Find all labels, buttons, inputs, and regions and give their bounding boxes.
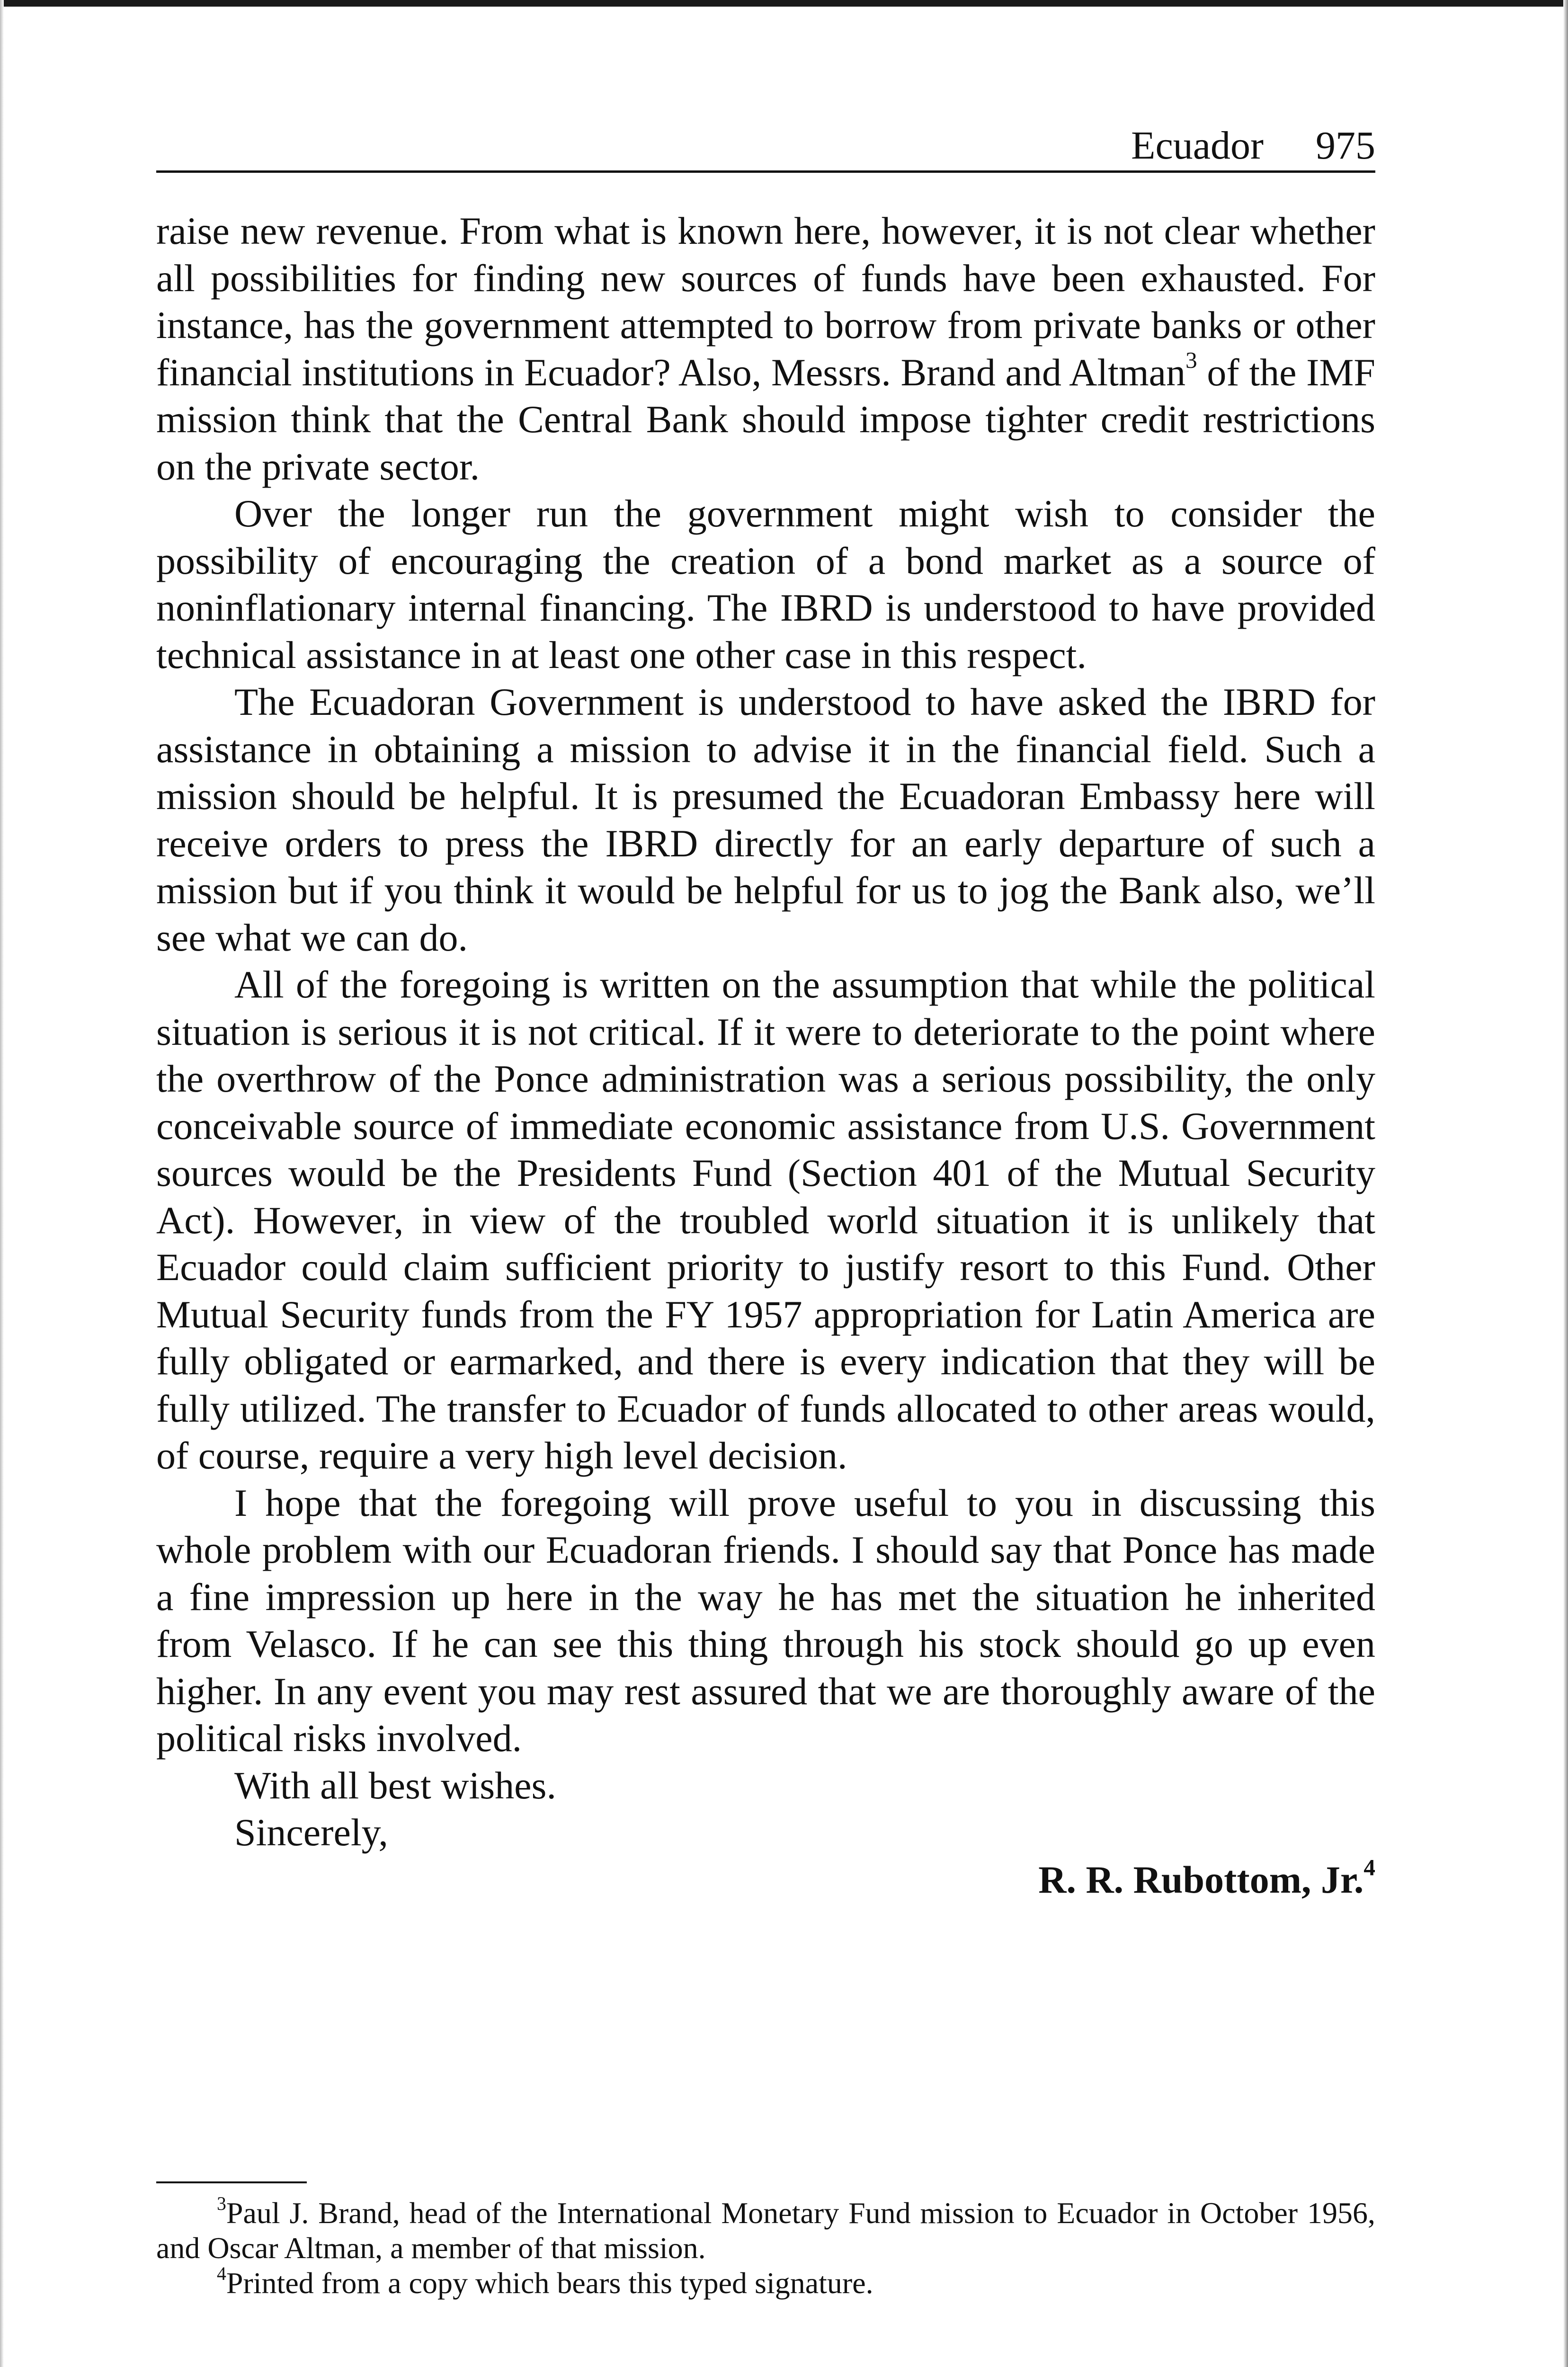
scan-top-edge (0, 0, 1568, 7)
letter-body (156, 207, 1375, 1903)
header-rule (156, 170, 1375, 173)
footnote-4-marker: 4 (217, 2263, 226, 2285)
footnote-ref-4: 4 (1363, 1854, 1375, 1880)
signature: R. R. Rubottom, Jr. (1038, 1858, 1364, 1901)
footnote-3-text: Paul J. Brand, head of the International Monetary Fund mission to Ecuador in October 1956, and Oscar Altman, a member of that mission. (156, 2196, 1375, 2265)
page-number: 975 (1316, 124, 1375, 168)
paragraph-political-situation: All of the foregoing is written on the assumption that while the political situation is serious it is not critical. If it were to deteriorate to the point where the overthrow of the Ponce administration was a serious possibility, the only conceivable source of immediate economic assistance from U.S. Government sources would be the Presidents Fund (Section 401 of the Mutual Security Act). However, in view of the troubled world situation it is unlikely that Ecuador could claim sufficient priority to justify resort to this Fund. Other Mutual Security funds from the FY 1957 appropriation for Latin America are fully obligated or earmarked, and there is every indication that they will be fully utilized. The transfer to Ecuador of funds allocated to other areas would, of course, require a very high level decision. (156, 963, 1375, 1477)
scan-left-edge (0, 0, 4, 2367)
footnote-rule (156, 2181, 307, 2183)
footnote-4-text: Printed from a copy which bears this typed signature. (226, 2266, 873, 2300)
paragraph-ibrd-mission: The Ecuadoran Government is understood to have asked the IBRD for assistance in obtaining a mission to advise it in the financial field. Such a mission should be helpful. It is presumed the Ecuadoran Embassy here will receive orders to press the IBRD directly for an early departure of such a mission but if you think it would be helpful for us to jog the Bank also, we’ll see what we can do. (156, 680, 1375, 959)
scan-right-edge (1563, 0, 1568, 2367)
running-head (156, 122, 1375, 169)
paragraph-revenue-text: raise new revenue. From what is known here, however, it is not clear whether all possibilities for finding new sources of funds have been exhausted. For instance, has the government attempted to borrow from private banks or other financial institutions in Ecuador? Also, Messrs. Brand and Altman (156, 209, 1375, 394)
footnote-ref-3: 3 (1185, 347, 1197, 373)
paragraph-revenue (156, 207, 1375, 490)
paragraph-bond-market: Over the longer run the government might wish to consider the possibility of encouraging the creation of a bond market as a source of noninflationary internal financing. The IBRD is understood to have provided technical assistance in at least one other case in this respect. (156, 492, 1375, 676)
footnotes (156, 2193, 1375, 2301)
footnote-3 (156, 2193, 1375, 2266)
closing-wishes: With all best wishes. (234, 1763, 556, 1807)
footnote-4 (156, 2263, 1375, 2301)
paragraph-closing-remarks: I hope that the foregoing will prove useful to you in discussing this whole problem with our Ecuadoran friends. I should say that Ponce has made a fine impression up here in the way he has met the situation he inherited from Velasco. If he can see this thing through his stock should go up even higher. In any event you may rest assured that we are thoroughly aware of the political risks involved. (156, 1481, 1375, 1760)
complimentary-close: Sincerely, (234, 1811, 388, 1854)
running-title: Ecuador (1131, 124, 1264, 168)
footnote-3-marker: 3 (217, 2193, 226, 2215)
paragraph-revenue-text-cont: of the IMF mission think that the Central Bank should impose tighter credit restrictions on the private sector. (156, 350, 1375, 488)
signature-block (156, 1856, 1375, 1904)
